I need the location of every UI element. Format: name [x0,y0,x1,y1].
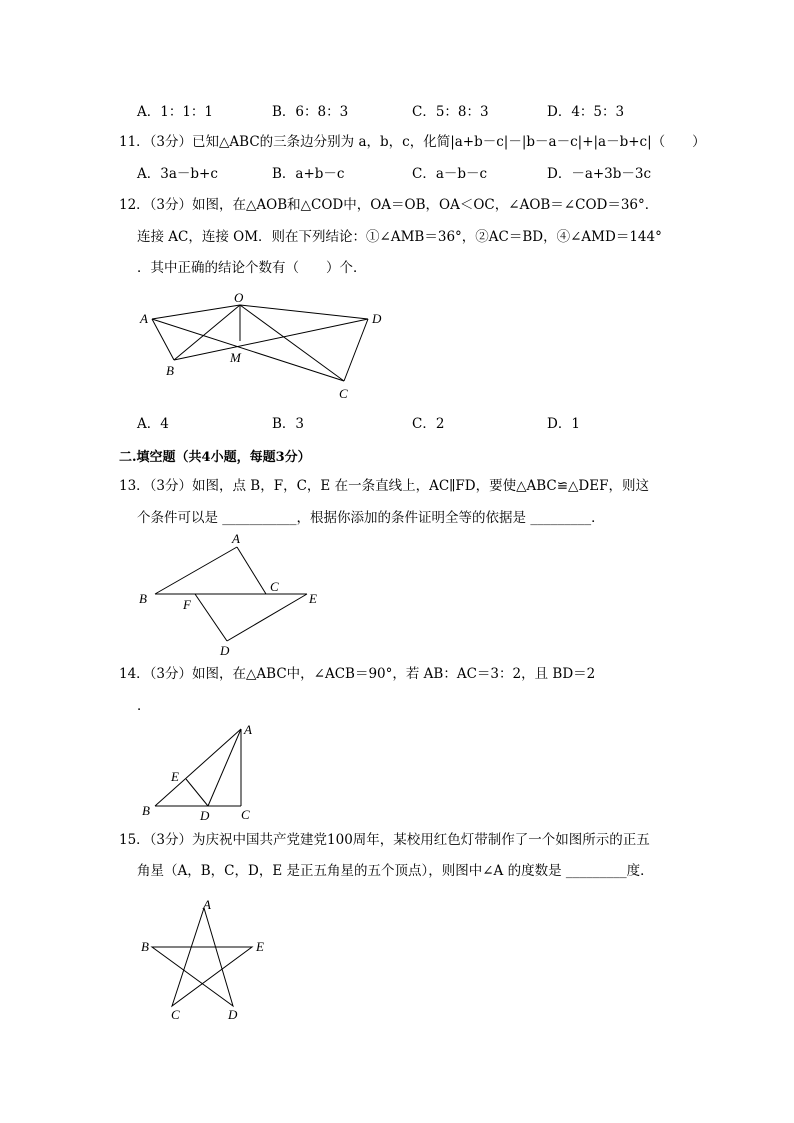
q15-label-e: E [256,939,264,954]
q12-option-a: A．4 [137,416,169,432]
q11-option-b: B．a+b－c [272,166,345,182]
q13-line1: 13．（3分）如图，点 B，F，C，E 在一条直线上，AC∥FD，要使△ABC≌△DEF，则这 [119,478,649,494]
q13-label-d: D [220,643,230,658]
q13-label-e: E [309,591,317,606]
q12-label-o: O [234,290,244,305]
q12-label-a: A [140,311,148,326]
q12-label-d: D [372,311,382,326]
q11-option-d: D．－a+3b－3c [547,166,652,182]
q15-label-b: B [141,939,149,954]
q11-text: 11．（3分）已知△ABC的三条边分别为 a，b，c，化简|a+b－c|－|b－a－c|+|a－b+c|（ ） [119,134,706,150]
q12-label-c: C [339,386,348,401]
q13-label-b: B [139,591,147,606]
section-title: 二.填空题（共4小题，每题3分） [119,450,311,465]
q12-option-d: D．1 [547,416,580,432]
q10-option-c: C．5：8：3 [412,104,489,120]
q10-option-b: B．6：8：3 [272,104,349,120]
q12-line3: ．其中正确的结论个数有（ ）个． [137,260,367,276]
q15-line1: 15．（3分）为庆祝中国共产党建党100周年，某校用红色灯带制作了一个如图所示的正五 [119,832,650,848]
q15-line2: 角星（A，B，C，D，E 是正五角星的五个顶点），则图中∠A 的度数是 _________度． [137,863,654,879]
q15-label-d: D [228,1007,238,1022]
q14-label-a: A [244,722,252,737]
q10-option-d: D．4：5：3 [547,104,625,120]
q14-label-d: D [200,808,210,823]
q15-label-a: A [203,897,211,912]
q12-option-b: B．3 [272,416,305,432]
q12-label-m: M [230,350,241,365]
q10-option-a: A．1：1：1 [137,104,214,120]
q12-line1: 12．（3分）如图，在△AOB和△COD中，OA＝OB，OA＜OC，∠AOB＝∠COD＝36°． [119,197,659,213]
q14-label-c: C [241,807,250,822]
q14-line2: ． [137,698,151,714]
q13-label-a: A [232,531,240,546]
q14-label-b: B [142,803,150,818]
q12-label-b: B [166,363,174,378]
q11-option-a: A．3a－b+c [137,166,218,182]
q12-option-c: C．2 [412,416,445,432]
q12-line2: 连接 AC，连接 OM．则在下列结论：①∠AMB＝36°，②AC＝BD，④∠AMD＝144° [137,229,662,245]
q13-label-f: F [183,597,191,612]
q13-line2: 个条件可以是 ___________，根据你添加的条件证明全等的依据是 _________． [137,510,605,526]
q15-label-c: C [171,1007,180,1022]
q15-star [152,908,252,1006]
q13-label-c: C [270,579,279,594]
q14-line1: 14．（3分）如图，在△ABC中，∠ACB＝90°，若 AB：AC＝3：2，且 BD＝2 [119,666,596,682]
q11-option-c: C．a－b－c [412,166,488,182]
q14-label-e: E [171,769,179,784]
